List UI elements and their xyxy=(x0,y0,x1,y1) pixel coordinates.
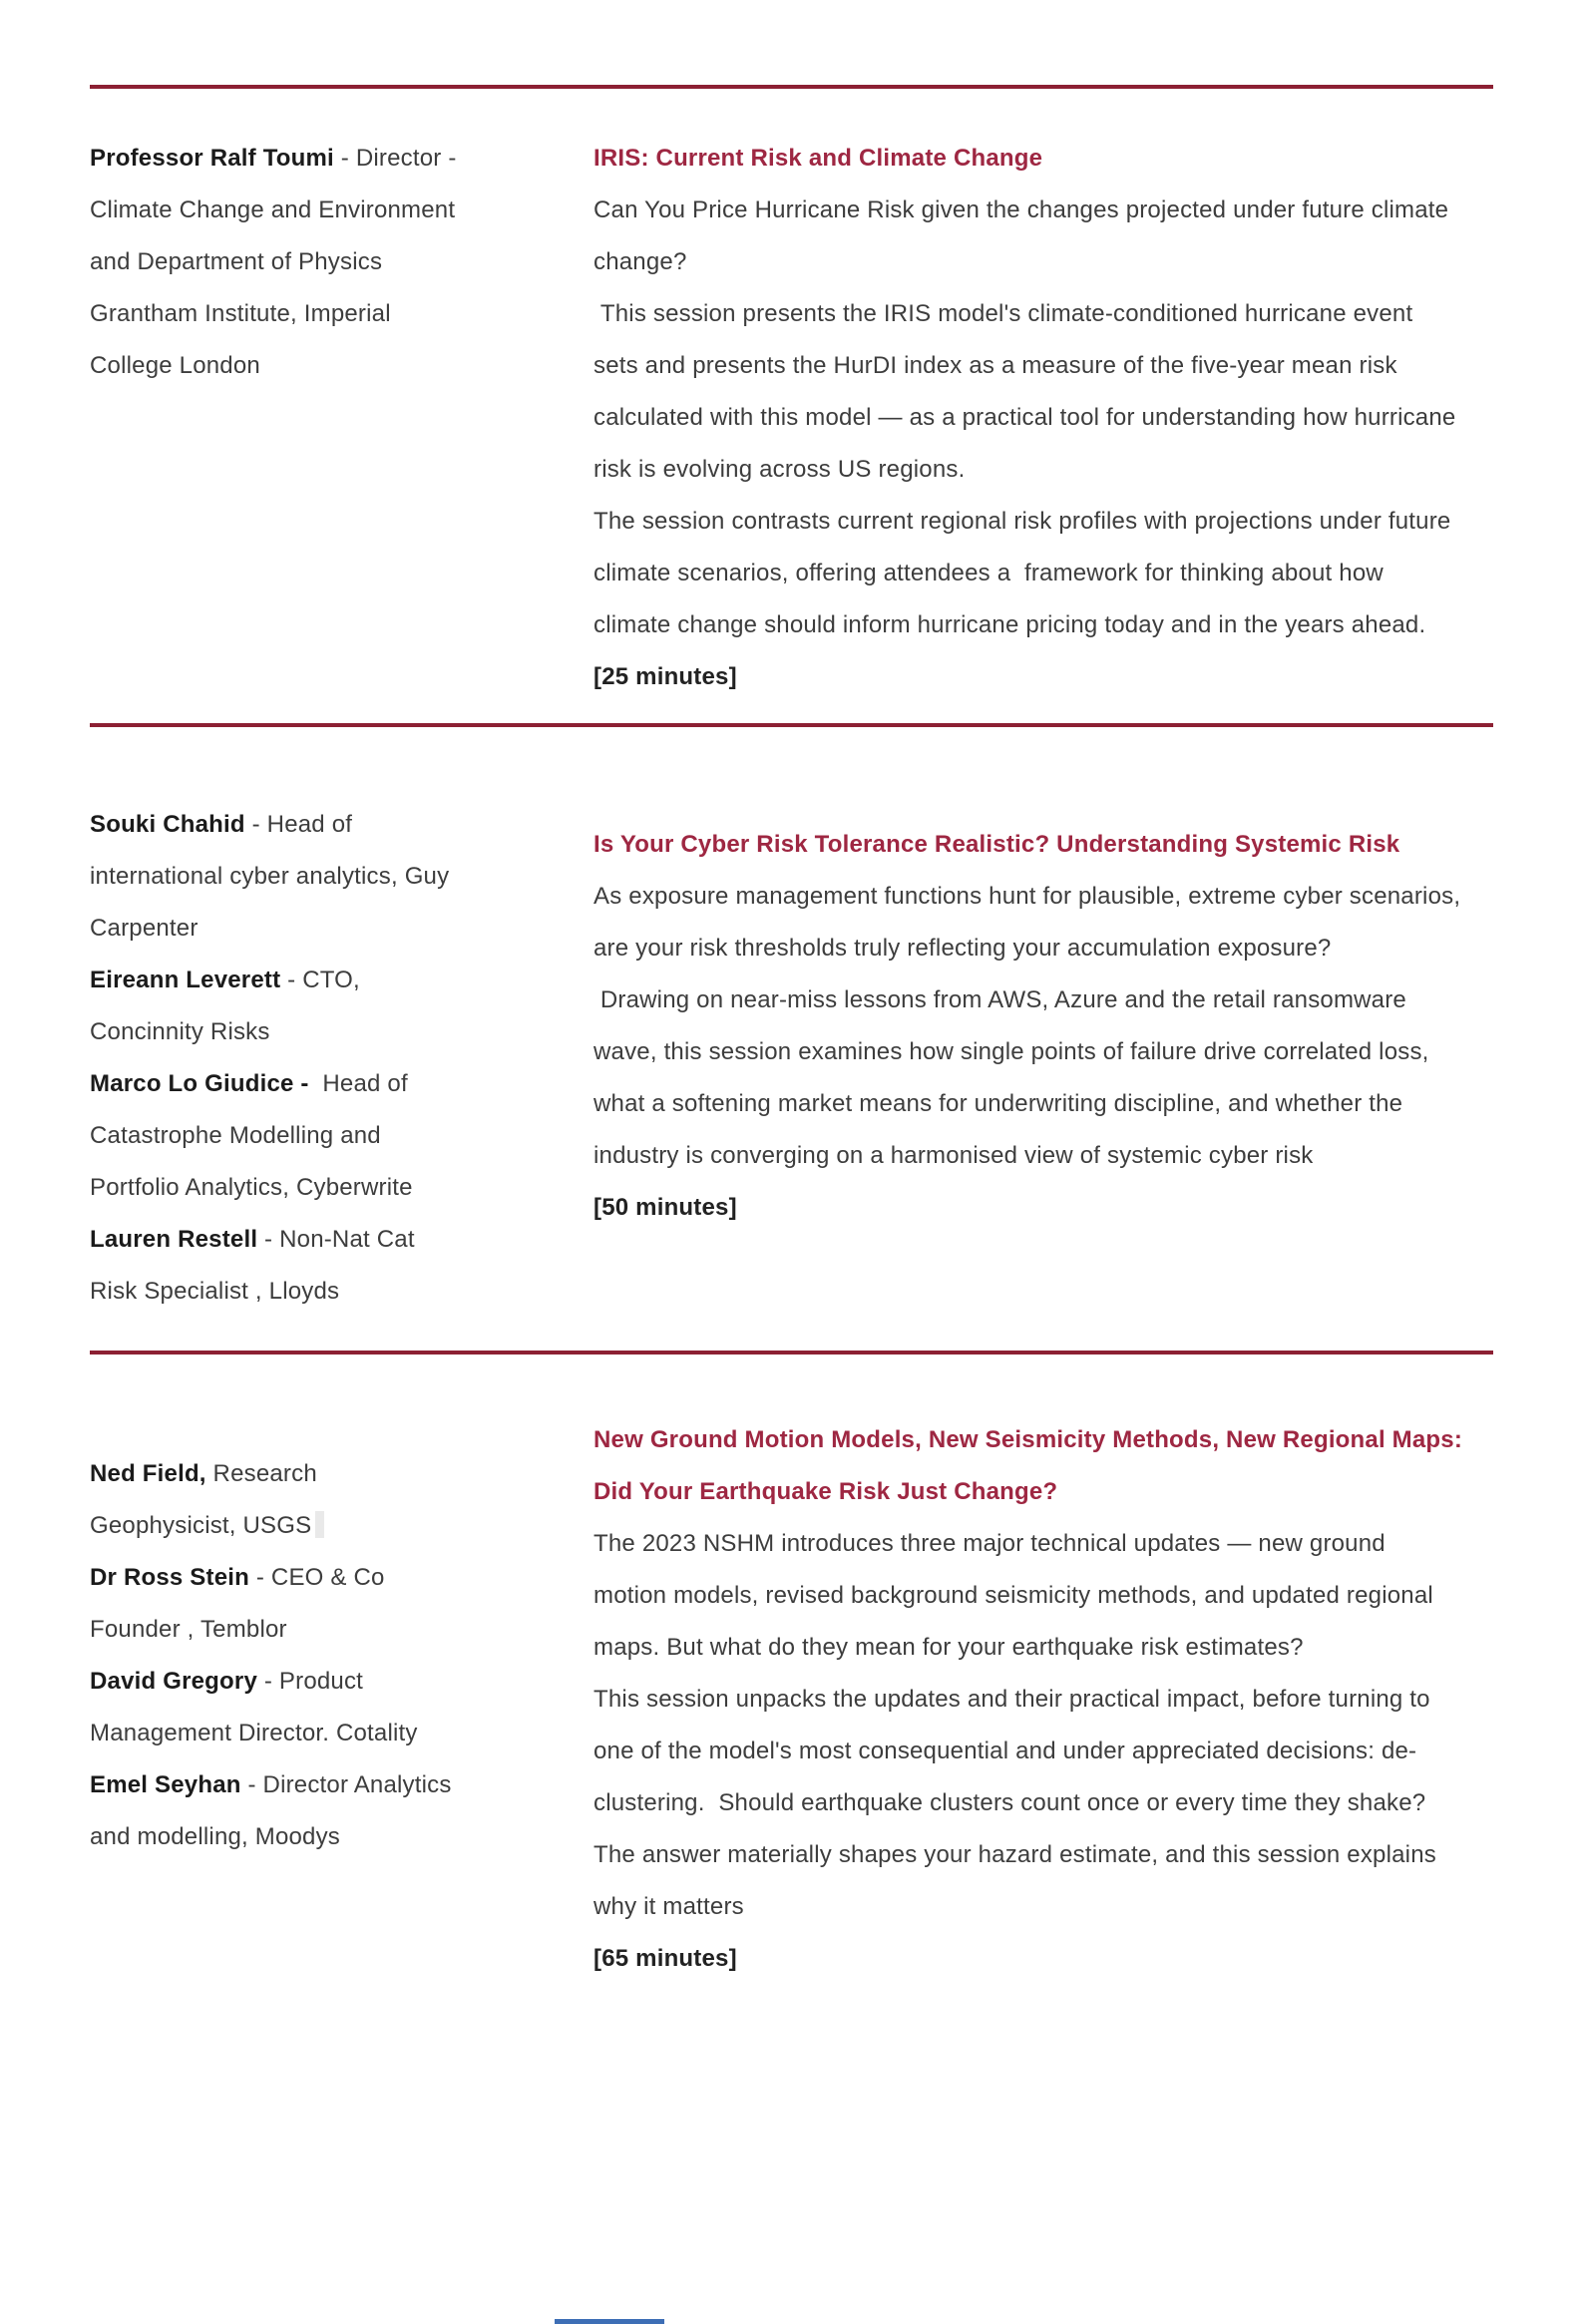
speaker-name: Souki Chahid xyxy=(90,811,245,838)
speaker-entry xyxy=(90,1656,459,1759)
speaker-role: Research Geophysicist, USGS xyxy=(90,1460,324,1539)
speaker-name: Ned Field, xyxy=(90,1460,206,1487)
speaker-entry xyxy=(90,1058,459,1214)
speaker-name: Professor Ralf Toumi xyxy=(90,145,334,172)
speaker-role: - Director - Climate Change and Environment and Department of Physics Grantham Institute, Imperial College London xyxy=(90,145,464,379)
session-description: This session presents the IRIS model's climate-conditioned hurricane event sets and presents the HurDI index as a measure of the five-year mean risk calculated with this model — as a practical tool for understanding how hurricane risk is evolving across US regions. xyxy=(594,300,1463,483)
session-block-hurricane xyxy=(90,89,1493,723)
speaker-name: Dr Ross Stein xyxy=(90,1564,249,1591)
speaker-entry xyxy=(90,1214,459,1318)
session-title: Is Your Cyber Risk Tolerance Realistic? Understanding Systemic Risk xyxy=(594,831,1400,858)
speaker-role: Head of Catastrophe Modelling and Portfolio Analytics, Cyberwrite xyxy=(90,1070,415,1201)
session-description: The 2023 NSHM introduces three major technical updates — new ground motion models, revised background seismicity methods, and updated regional maps. But what do they mean for your earthquake risk estimates? xyxy=(594,1530,1440,1661)
speaker-name: Emel Seyhan xyxy=(90,1771,241,1798)
speakers-column xyxy=(90,1448,459,1863)
speaker-entry xyxy=(90,1759,459,1863)
speaker-name: Lauren Restell xyxy=(90,1226,258,1253)
speaker-name: Marco Lo Giudice - xyxy=(90,1070,316,1097)
speaker-role: - Product Management Director. Cotality xyxy=(90,1668,418,1746)
session-description: The session contrasts current regional risk profiles with projections under future climate scenarios, offering attendees a framework for thinking about how climate change should inform hurricane pricing today and in the years ahead. xyxy=(594,508,1458,638)
session-description: Drawing on near-miss lessons from AWS, Azure and the retail ransomware wave, this session examines how single points of failure drive correlated loss, what a softening market means for underwriting discipline, and whether the industry is converging on a harmonised view of systemic cyber risk xyxy=(594,986,1436,1169)
session-duration: [65 minutes] xyxy=(594,1945,737,1972)
text-cursor-artifact xyxy=(315,1511,324,1538)
speaker-role: - CEO & Co Founder , Temblor xyxy=(90,1564,392,1643)
session-details xyxy=(594,133,1463,703)
session-title: IRIS: Current Risk and Climate Change xyxy=(594,145,1043,172)
session-details xyxy=(594,1414,1463,1985)
session-block-cyber xyxy=(90,727,1493,1351)
session-duration: [50 minutes] xyxy=(594,1194,737,1221)
session-description: As exposure management functions hunt for plausible, extreme cyber scenarios, are your risk thresholds truly reflecting your accumulation exposure? xyxy=(594,883,1468,962)
session-block-earthquake xyxy=(90,1355,1493,1985)
speaker-role: - Head of international cyber analytics, Guy Carpenter xyxy=(90,811,457,942)
speaker-entry xyxy=(90,799,459,955)
speaker-name: Eireann Leverett xyxy=(90,967,281,993)
session-title: New Ground Motion Models, New Seismicity Methods, New Regional Maps: Did Your Earthquake Risk Just Change? xyxy=(594,1426,1463,1505)
session-duration: [25 minutes] xyxy=(594,663,737,690)
speaker-name: David Gregory xyxy=(90,1668,257,1695)
speaker-entry xyxy=(90,133,464,392)
session-description: Can You Price Hurricane Risk given the changes projected under future climate change? xyxy=(594,196,1456,275)
agenda-page xyxy=(90,85,1493,1985)
bottom-blue-element xyxy=(555,2319,664,2324)
speaker-role: - CTO, Concinnity Risks xyxy=(90,967,367,1045)
speaker-role: - Director Analytics and modelling, Moodys xyxy=(90,1771,459,1850)
speaker-role: - Non-Nat Cat Risk Specialist , Lloyds xyxy=(90,1226,422,1305)
speakers-column xyxy=(90,799,459,1318)
session-description: This session unpacks the updates and their practical impact, before turning to one of the model's most consequential and under appreciated decisions: de-clustering. Should earthquake clusters count once or every time they shake? The answer materially shapes your hazard estimate, and this session explains why it matters xyxy=(594,1686,1443,1920)
speakers-column xyxy=(90,133,464,392)
speaker-entry xyxy=(90,955,459,1058)
speaker-entry xyxy=(90,1552,459,1656)
session-details xyxy=(594,819,1468,1234)
speaker-entry xyxy=(90,1448,459,1552)
